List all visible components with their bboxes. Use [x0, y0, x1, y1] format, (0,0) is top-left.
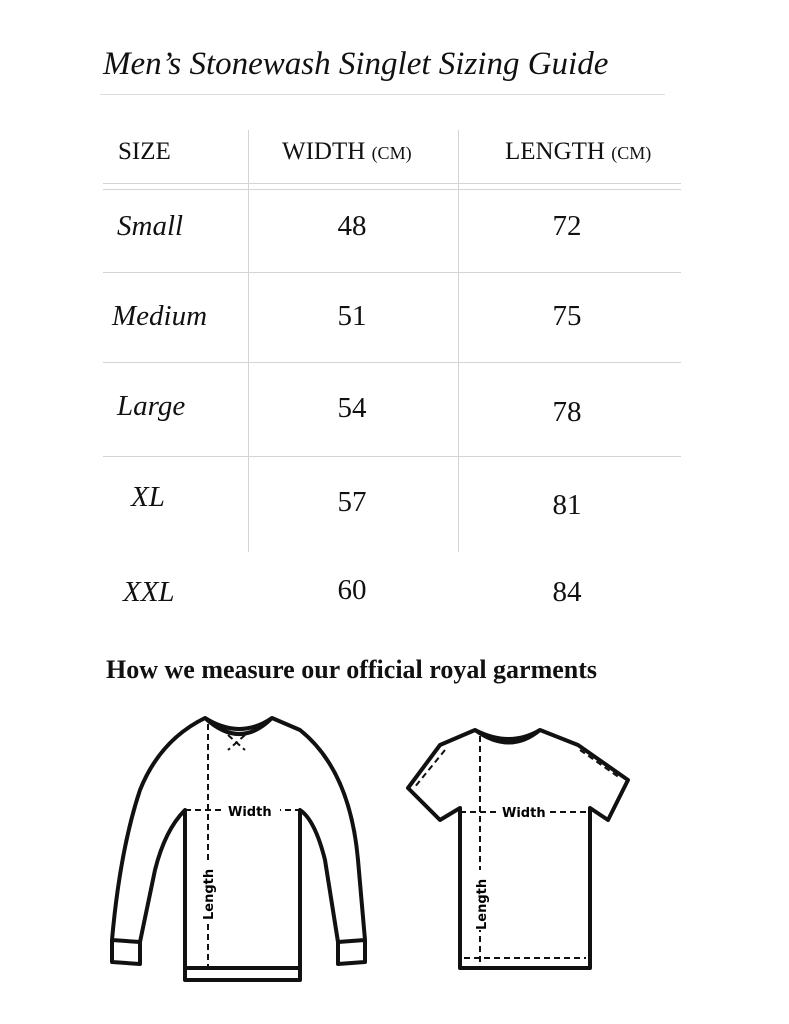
size-label: Large — [117, 390, 186, 422]
size-label: Medium — [112, 300, 208, 332]
row-divider — [103, 272, 681, 273]
size-label: XXL — [123, 576, 175, 608]
length-value: 81 — [552, 489, 582, 521]
size-label: Small — [117, 210, 184, 242]
column-divider — [248, 130, 249, 552]
header-length-unit: (CM) — [611, 143, 652, 163]
size-label: XL — [131, 481, 165, 513]
sweater-width-label: Width — [228, 805, 272, 820]
header-divider — [103, 183, 681, 184]
page-title: Men’s Stonewash Singlet Sizing Guide — [103, 46, 609, 82]
header-length — [505, 138, 651, 166]
width-value: 57 — [337, 486, 367, 518]
row-divider — [103, 456, 681, 457]
header-length-label: LENGTH — [505, 138, 605, 165]
length-value: 75 — [552, 300, 582, 332]
width-value: 60 — [337, 574, 367, 606]
column-divider — [458, 130, 459, 552]
sweater-diagram — [100, 710, 380, 985]
tshirt-diagram — [400, 720, 635, 975]
tshirt-width-label: Width — [502, 806, 546, 821]
title-divider — [100, 94, 665, 95]
length-value: 78 — [552, 396, 582, 428]
width-value: 51 — [337, 300, 367, 332]
measure-heading: How we measure our official royal garments — [106, 655, 598, 684]
header-width-unit: (CM) — [371, 143, 412, 163]
sweater-length-label: Length — [202, 868, 217, 920]
header-width-label: WIDTH — [282, 138, 366, 165]
width-value: 54 — [337, 392, 367, 424]
header-width — [282, 138, 412, 166]
tshirt-length-label: Length — [475, 878, 490, 930]
row-divider — [103, 362, 681, 363]
width-value: 48 — [337, 210, 367, 242]
header-size: SIZE — [118, 138, 171, 165]
length-value: 72 — [552, 210, 582, 242]
length-value: 84 — [552, 576, 582, 608]
header-divider — [103, 189, 681, 190]
